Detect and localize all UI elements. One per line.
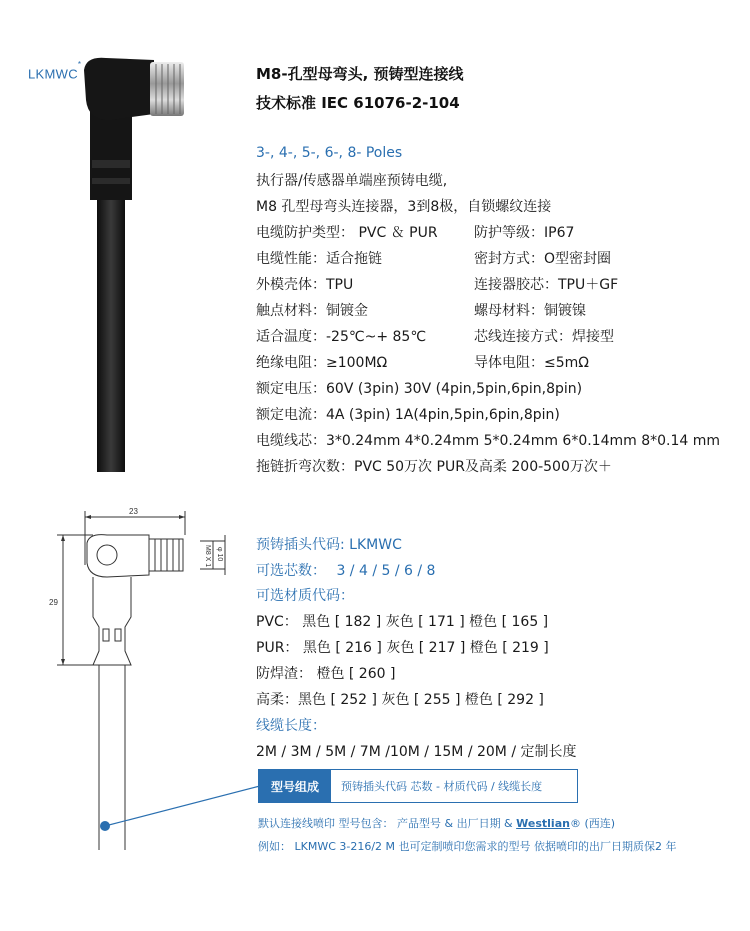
spec-bending: 拖链折弯次数：PVC 50万次 PUR及高柔 200-500万次＋ <box>256 459 612 475</box>
spec-cores: 电缆线芯：3*0.24mm 4*0.24mm 5*0.24mm 6*0.14mm 8*0.14 mm <box>256 433 721 449</box>
callout-line <box>95 780 265 840</box>
spec-current: 额定电流：4A (3pin) 1A(4pin,5pin,6pin,8pin) <box>256 407 560 423</box>
model-desc: 预铸插头代码 芯数 - 材质代码 / 线缆长度 <box>341 780 543 793</box>
model-composition-box <box>258 769 578 803</box>
material-flex: 高柔：黑色 [ 252 ] 灰色 [ 255 ] 橙色 [ 292 ] <box>256 692 544 708</box>
material-pur: PUR： 黑色 [ 216 ] 灰色 [ 217 ] 橙色 [ 219 ] <box>256 640 549 656</box>
intro-line-1: 执行器/传感器单端座预铸电缆, <box>256 173 448 189</box>
spec-connection: 芯线连接方式：焊接型 <box>474 329 614 345</box>
length-label: 线缆长度： <box>256 718 326 734</box>
spec-cable-type: 电缆防护类型： PVC ＆ PUR <box>256 225 438 241</box>
spec-nut: 螺母材料：铜镀镍 <box>474 303 586 319</box>
cores-row <box>256 560 435 580</box>
height-dimension: 29 <box>49 598 58 607</box>
thread-dimension: M8 X 1 <box>204 545 211 568</box>
poles-line: 3-, 4-, 5-, 6-, 8- Poles <box>256 145 403 161</box>
spec-protection: 防护等级：IP67 <box>474 225 575 241</box>
page-title: M8-孔型母弯头, 预铸型连接线 <box>256 65 464 83</box>
diameter-dimension: φ 10 <box>216 547 223 562</box>
westlian-brand: Westlian <box>516 817 570 830</box>
material-weld: 防焊渣： 橙色 [ 260 ] <box>256 666 396 682</box>
note-suffix: ® (西连) <box>569 817 616 830</box>
length-values: 2M / 3M / 5M / 7M /10M / 15M / 20M / 定制长度 <box>256 744 577 760</box>
note-prefix: 默认连接线喷印 型号包含： 产品型号 & 出厂日期 & <box>258 817 517 830</box>
product-photo <box>70 50 200 475</box>
model-tag: 型号组成 <box>259 770 331 802</box>
spec-temperature: 适合温度：-25℃~+ 85℃ <box>256 329 427 345</box>
spec-performance: 电缆性能：适合拖链 <box>256 251 382 267</box>
spec-insulation: 绝缘电阻：≥100MΩ <box>256 355 388 371</box>
spec-contact: 触点材料：铜镀金 <box>256 303 368 319</box>
width-dimension: 23 <box>129 507 138 516</box>
brand-name: LKMWC <box>28 66 78 82</box>
spec-core-material: 连接器胶芯：TPU＋GF <box>474 277 619 293</box>
spec-voltage: 额定电压：60V (3pin) 30V (4pin,5pin,6pin,8pin) <box>256 381 583 397</box>
standard-title: 技术标准 IEC 61076-2-104 <box>256 94 460 112</box>
spec-housing: 外模壳体：TPU <box>256 277 354 293</box>
spec-conductor: 导体电阻：≤5mΩ <box>474 355 589 371</box>
material-pvc: PVC： 黑色 [ 182 ] 灰色 [ 171 ] 橙色 [ 165 ] <box>256 614 549 630</box>
note-line-2: 例如： LKMWC 3-216/2 M 也可定制喷印您需求的型号 依据喷印的出厂日期质保2 年 <box>258 840 677 853</box>
spec-seal: 密封方式：O型密封圈 <box>474 251 612 267</box>
cores-values: 3 / 4 / 5 / 6 / 8 <box>336 563 436 579</box>
cores-label: 可选芯数： <box>256 563 326 579</box>
plug-code: 预铸插头代码: LKMWC <box>256 537 402 553</box>
brand-mark: * <box>77 60 82 69</box>
intro-line-2: M8 孔型母弯头连接器，3到8极，自锁螺纹连接 <box>256 199 552 215</box>
material-label: 可选材质代码： <box>256 588 354 604</box>
note-line-1 <box>258 815 615 831</box>
